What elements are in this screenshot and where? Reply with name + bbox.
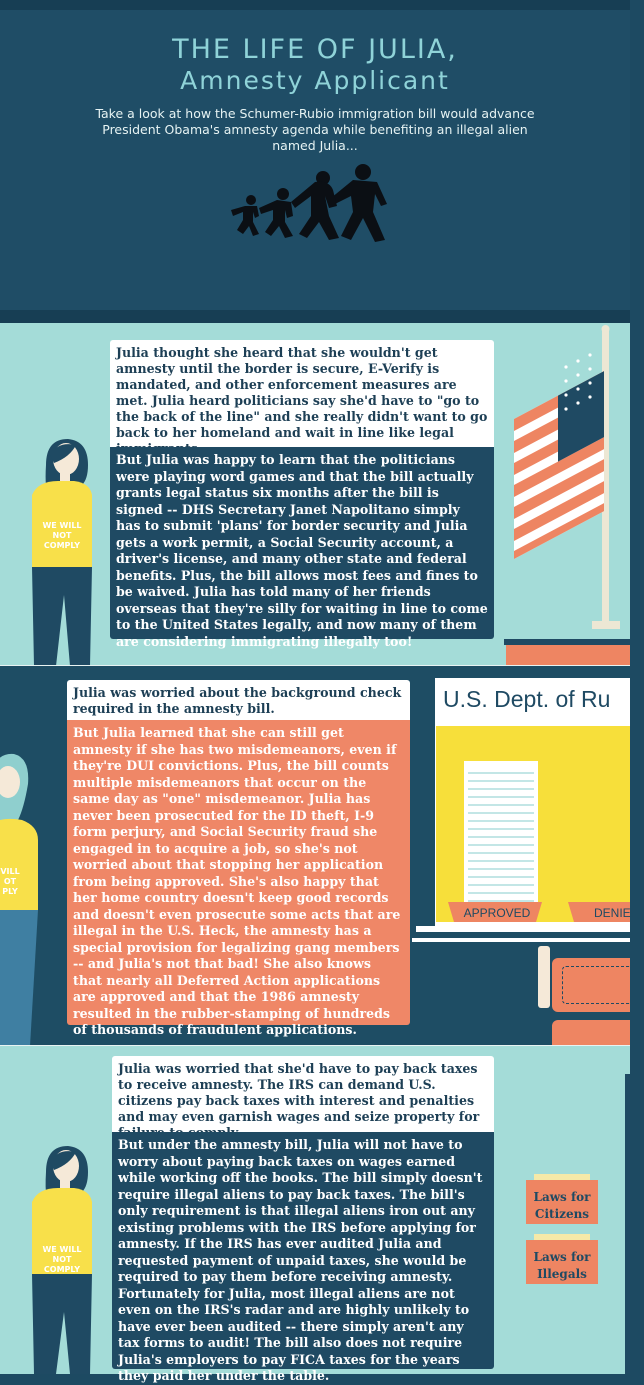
question-box: Julia was worried about the background check required in the amnesty bill. — [67, 680, 410, 720]
answer-box: But Julia was happy to learn that the politicians were playing word games and that the bill actually grants legal status six months after the bill is signed -- DHS Secretary Janet Napolitano simply has to submit 'plans' for border security and Julia gets a work permit, a Social Security account, a driver's license, and many other state and federal benefits. Plus, the bill allows most fees and fines to be waived. Julia has told many of her friends overseas that they're silly for waiting in line to come to the United States legally, and now many of them are considering immigrating illegally too! — [110, 447, 494, 639]
dept-sign: U.S. Dept. of Ru — [443, 686, 611, 712]
application-papers-stack-icon — [460, 761, 540, 911]
desk-drawer — [552, 958, 630, 1012]
answer-box: But Julia learned that she can still get amnesty if she has two misdemeanors, even if they're DUI convictions. Plus, the bill counts multiple misdemeanors that occur on the same day as "one" misdemeanor. Julia has never been prosecuted for the ID theft, I-9 form perjury, and Social Security fraud she engaged in to acquire a job, so she's not worried about that stopping her application from being approved. She's also happy that her home country doesn't keep good records and doesn't even prosecute some acts that are illegal in the U.S. Heck, the amnesty has a special provision for legalizing gang members -- and Julia's not that bad! She also knows that nearly all Deferred Action applications are approved and that the 1986 amnesty resulted in the rubber-stamping of hundreds of thousands of fraudulent applications. — [67, 720, 410, 1025]
julia-figure — [18, 435, 108, 666]
page-subtitle: Take a look at how the Schumer-Rubio immigration bill would advance President Obama's amnesty agenda while benefiting an illegal alien named Julia... — [95, 106, 535, 153]
paper-roll — [538, 946, 550, 1008]
shirt-text-line2: NOT — [52, 531, 72, 540]
denied-stamp: DENIE — [594, 906, 631, 920]
shirt-text-line3: PLY — [2, 887, 18, 896]
julia-figure — [0, 750, 46, 1046]
page-title-line2: Amnesty Applicant — [180, 66, 450, 95]
page-title-line1: THE LIFE OF JULIA, — [172, 34, 458, 65]
answer-box: But under the amnesty bill, Julia will not have to worry about paying back taxes on wages earned while working off the books. The bill simply doesn't require illegal aliens to pay back taxes. The bill's only requirement is that illegal aliens iron out any existing problems with the IRS before applying for amnesty. If the IRS has ever audited Julia and requested payment of unpaid taxes, she would be required to pay them before receiving amnesty. Fortunately for Julia, most illegal aliens are not even on the IRS's radar and are highly unlikely to have ever been audited -- there simply aren't any tax forms to audit! The bill also does not require Julia's employers to pay FICA taxes for the years they paid her under the table. — [112, 1132, 494, 1369]
folder-laws-for-illegals[interactable]: Laws for Illegals — [533, 1250, 591, 1281]
folder-laws-for-citizens[interactable]: Laws for Citizens — [533, 1190, 591, 1221]
panel-border-security — [0, 323, 630, 666]
julia-figure — [18, 1142, 108, 1374]
approved-stamp: APPROVED — [463, 906, 531, 920]
shirt-text-line1: VILL — [0, 867, 20, 876]
question-box: Julia thought she heard that she wouldn't get amnesty until the border is secure, E-Verify is mandated, and other enforcement measures are met. Julia heard politicians say she'd have to "go to the back of the line" and she really didn't want to go back to her homeland and wait in line like legal — [110, 340, 494, 447]
shirt-text-line1: WE WILL — [42, 1245, 82, 1254]
header-top-bar — [0, 0, 630, 10]
panel-background-check — [0, 666, 630, 1046]
shirt-text-line2: OT — [3, 877, 17, 886]
shirt-text-line3: COMPLY — [43, 541, 81, 550]
question-box: Julia was worried that she'd have to pay back taxes to receive amnesty. The IRS can demand U.S. citizens pay back taxes with interest and penalties and may even garnish wages and seize property for — [112, 1056, 494, 1132]
panel-back-taxes — [0, 1046, 630, 1383]
shirt-text-line3: COMPLY — [43, 1265, 81, 1274]
shirt-text-line1: WE WILL — [42, 521, 82, 530]
shirt-text-line2: NOT — [52, 1255, 72, 1264]
fleeing-family-silhouette-icon — [225, 160, 405, 242]
cabinet-edge — [625, 1074, 630, 1374]
counter-shelf — [416, 926, 630, 932]
desk-drawer-lower — [552, 1020, 630, 1046]
header-bottom-bar — [0, 310, 630, 323]
header-banner — [0, 0, 630, 323]
counter-shelf-lower — [412, 938, 630, 942]
american-flag-icon — [500, 323, 630, 666]
